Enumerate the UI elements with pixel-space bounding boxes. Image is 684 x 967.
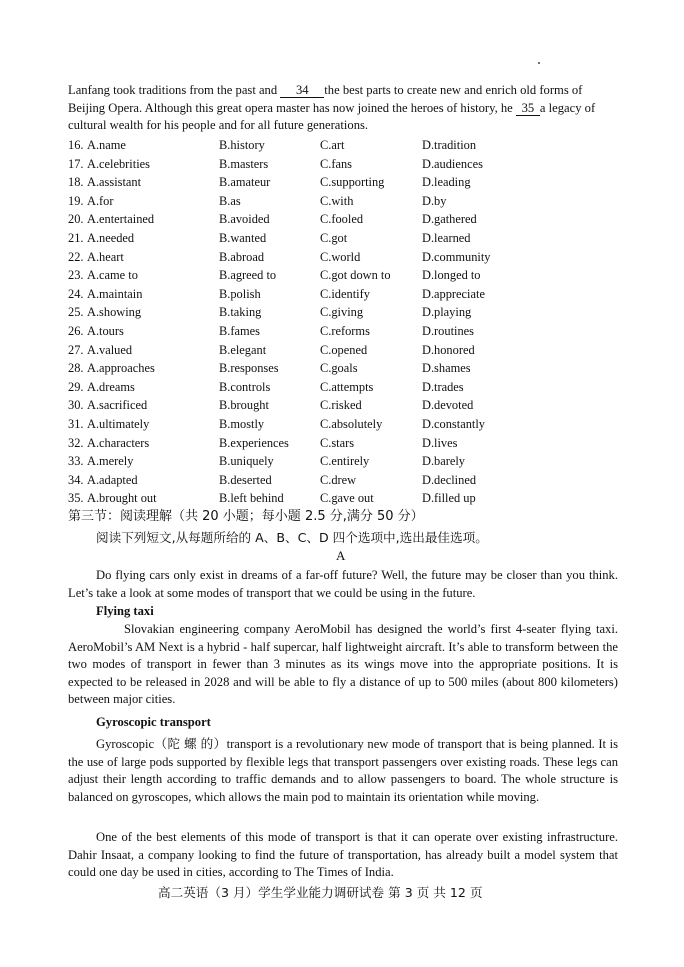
option-b: B.experiences xyxy=(219,435,289,450)
question-number: 21. xyxy=(68,231,84,245)
option-d: D.trades xyxy=(422,379,464,394)
question-number: 25. xyxy=(68,305,84,320)
option-c: C.with xyxy=(320,193,354,208)
option-b: B.polish xyxy=(219,286,261,301)
question-row xyxy=(68,341,628,360)
cloze-text: cultural wealth for his people and for all future generations. xyxy=(68,118,369,132)
passage-letter: A xyxy=(336,548,346,563)
option-d: D.community xyxy=(422,249,491,264)
option-a: A.came to xyxy=(87,268,138,283)
section-heading: 第三节：阅读理解（共 20 小题；每小题 2.5 分,满分 50 分） xyxy=(68,509,424,524)
option-a: A.name xyxy=(87,138,126,152)
question-number: 26. xyxy=(68,324,84,338)
option-a: A.tours xyxy=(87,324,124,338)
option-a: A.entertained xyxy=(87,212,155,227)
option-b: B.masters xyxy=(219,156,269,171)
question-number: 29. xyxy=(68,379,84,394)
question-number: 19. xyxy=(68,193,84,208)
cloze-passage-end xyxy=(68,82,618,135)
option-a: A.dreams xyxy=(87,379,135,394)
option-a: A.heart xyxy=(87,249,124,264)
option-b: B.history xyxy=(219,138,265,152)
passage-intro: Do flying cars only exist in dreams of a far-off future? Well, the future may be closer than you think. Let’s take a look at some modes of transport that we could be using in the future. xyxy=(68,568,618,600)
option-c: C.stars xyxy=(320,435,355,450)
option-d: D.learned xyxy=(422,231,471,245)
option-b: B.elegant xyxy=(219,342,267,357)
question-row xyxy=(68,248,628,267)
option-a: A.showing xyxy=(87,305,142,320)
option-b: B.abroad xyxy=(219,249,265,264)
option-b: B.responses xyxy=(219,361,279,376)
option-b: B.taking xyxy=(219,305,262,320)
cloze-text: the best parts to create new and enrich old forms of xyxy=(324,83,583,97)
question-number: 20. xyxy=(68,212,84,227)
option-d: D.honored xyxy=(422,342,475,357)
option-d: D.filled up xyxy=(422,491,476,506)
option-a: A.valued xyxy=(87,342,133,357)
question-row xyxy=(68,434,628,453)
scan-speck xyxy=(538,62,540,64)
question-row xyxy=(68,415,628,434)
paragraph-gyroscopic: Gyroscopic（陀 螺 的）transport is a revolutionary new mode of transport that is being planned. It is the use of large pods supported by flexible legs that transport passengers over existing roads. These legs can adjust their length according to traffic demands and to allow passengers to board. The whole structure is balanced on gyroscopes, which allows the main pod to maintain its orientation while moving. xyxy=(68,737,618,804)
question-row xyxy=(68,303,628,322)
question-number: 35. xyxy=(68,491,84,506)
option-b: B.wanted xyxy=(219,231,267,245)
question-number: 31. xyxy=(68,417,84,431)
option-a: A.adapted xyxy=(87,472,138,487)
option-a: A.celebrities xyxy=(87,156,150,171)
option-c: C.art xyxy=(320,138,345,152)
option-c: C.gave out xyxy=(320,491,374,506)
option-d: D.routines xyxy=(422,324,474,338)
option-b: B.uniquely xyxy=(219,454,274,469)
option-a: A.approaches xyxy=(87,361,155,376)
option-d: D.leading xyxy=(422,175,471,190)
cloze-text: Lanfang took traditions from the past and xyxy=(68,83,281,97)
question-row xyxy=(68,136,628,155)
option-a: A.for xyxy=(87,193,114,208)
question-row xyxy=(68,229,628,248)
option-d: D.constantly xyxy=(422,417,485,431)
option-b: B.amateur xyxy=(219,175,271,190)
option-b: B.left behind xyxy=(219,491,284,506)
option-c: C.world xyxy=(320,249,361,264)
option-c: C.goals xyxy=(320,361,358,376)
question-number: 33. xyxy=(68,454,84,469)
option-c: C.got xyxy=(320,231,348,245)
option-c: C.fans xyxy=(320,156,353,171)
question-number: 16. xyxy=(68,138,84,152)
question-number: 23. xyxy=(68,268,84,283)
question-row xyxy=(68,192,628,211)
option-c: C.supporting xyxy=(320,175,385,190)
option-d: D.shames xyxy=(422,361,471,376)
option-d: D.gathered xyxy=(422,212,477,227)
question-number: 17. xyxy=(68,156,84,171)
option-b: B.fames xyxy=(219,324,260,338)
option-a: A.needed xyxy=(87,231,135,245)
option-b: B.mostly xyxy=(219,417,265,431)
question-number: 27. xyxy=(68,342,84,357)
blank-35: 35 xyxy=(516,102,540,116)
question-number: 22. xyxy=(68,249,84,264)
option-b: B.brought xyxy=(219,398,269,413)
option-a: A.maintain xyxy=(87,286,143,301)
question-row xyxy=(68,285,628,304)
option-c: C.identify xyxy=(320,286,370,301)
option-d: D.tradition xyxy=(422,138,477,152)
option-d: D.barely xyxy=(422,454,466,469)
option-d: D.playing xyxy=(422,305,472,320)
question-number: 32. xyxy=(68,435,84,450)
option-c: C.reforms xyxy=(320,324,370,338)
question-row xyxy=(68,489,628,508)
paragraph-flying-taxi: Slovakian engineering company AeroMobil has designed the world’s first 4-seater flying taxi. AeroMobil’s AM Next is a hybrid - half supercar, half lightweight aircraft. It’s able to transform between the two modes of transport in fewer than 3 minutes as its wings move into the appropriate positions. It is expected to be released in 2028 and will be able to fly a distance of up to 500 miles (about 800 kilometers) between major cities. xyxy=(68,622,618,706)
question-row xyxy=(68,378,628,397)
question-row xyxy=(68,266,628,285)
option-d: D.declined xyxy=(422,472,477,487)
option-d: D.by xyxy=(422,193,447,208)
option-c: C.absolutely xyxy=(320,417,383,431)
subheading-flying-taxi: Flying taxi xyxy=(96,604,154,618)
section-instruction: 阅读下列短文,从每题所给的 A、B、C、D 四个选项中,选出最佳选项。 xyxy=(96,530,488,545)
option-c: C.attempts xyxy=(320,379,374,394)
option-d: D.lives xyxy=(422,435,458,450)
option-c: C.fooled xyxy=(320,212,364,227)
question-row xyxy=(68,322,628,341)
option-a: A.ultimately xyxy=(87,417,150,431)
question-number: 28. xyxy=(68,361,84,376)
option-d: D.appreciate xyxy=(422,286,485,301)
option-d: D.longed to xyxy=(422,268,481,283)
blank-34: 34 xyxy=(280,84,324,98)
option-a: A.merely xyxy=(87,454,134,469)
cloze-text: Beijing Opera. Although this great opera master has now joined the heroes of history, he xyxy=(68,100,516,115)
page-footer: 高二英语（3 月）学生学业能力调研试卷 第 3 页 共 12 页 xyxy=(158,885,483,900)
question-row xyxy=(68,396,628,415)
option-a: A.brought out xyxy=(87,491,157,506)
option-d: D.devoted xyxy=(422,398,474,413)
option-b: B.deserted xyxy=(219,472,272,487)
question-row xyxy=(68,210,628,229)
option-a: A.assistant xyxy=(87,175,142,190)
question-number: 30. xyxy=(68,398,84,413)
option-b: B.controls xyxy=(219,379,271,394)
question-row xyxy=(68,471,628,490)
question-number: 18. xyxy=(68,175,84,190)
question-row xyxy=(68,173,628,192)
option-a: A.sacrificed xyxy=(87,398,148,413)
question-number: 24. xyxy=(68,286,84,301)
question-row xyxy=(68,359,628,378)
option-c: C.opened xyxy=(320,342,368,357)
cloze-text: a legacy of xyxy=(539,100,596,115)
paragraph-infrastructure: One of the best elements of this mode of transport is that it can operate over existing infrastructure. Dahir Insaat, a company looking to find the future of transportation, has already built a model system that could one day be used in cities, according to The Times of India. xyxy=(68,830,618,879)
option-c: C.got down to xyxy=(320,268,391,283)
option-a: A.characters xyxy=(87,435,150,450)
question-number: 34. xyxy=(68,472,84,487)
option-c: C.entirely xyxy=(320,454,370,469)
subheading-gyroscopic: Gyroscopic transport xyxy=(96,715,211,729)
option-b: B.as xyxy=(219,193,241,208)
option-d: D.audiences xyxy=(422,156,483,171)
option-b: B.agreed to xyxy=(219,268,277,283)
option-c: C.drew xyxy=(320,472,357,487)
option-c: C.giving xyxy=(320,305,364,320)
option-b: B.avoided xyxy=(219,212,270,227)
question-row xyxy=(68,155,628,174)
option-c: C.risked xyxy=(320,398,362,413)
question-row xyxy=(68,452,628,471)
